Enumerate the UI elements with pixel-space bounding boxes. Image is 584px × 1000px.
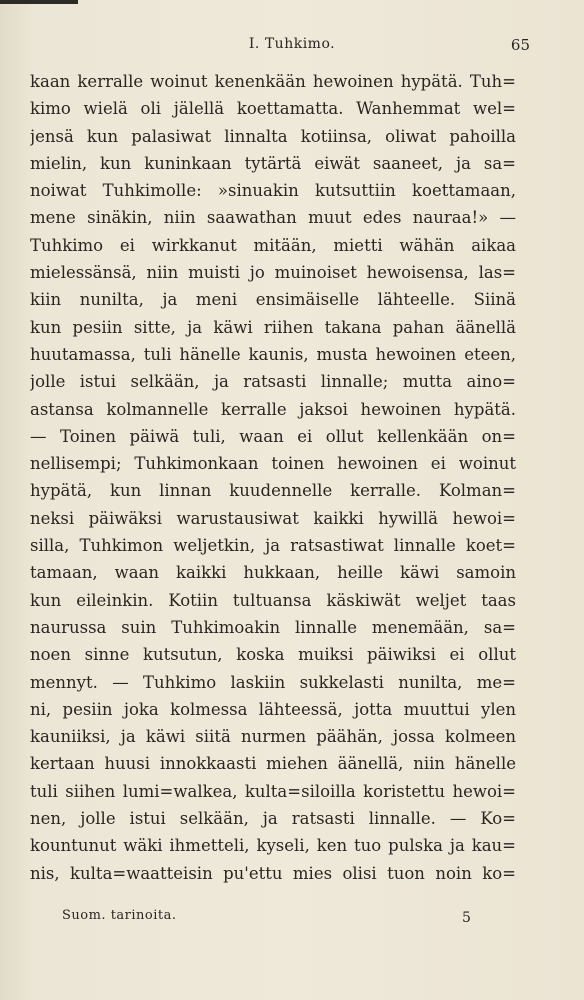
text-line: mene sinäkin, niin saawathan muut edes nauraa!» — (30, 208, 516, 228)
text-line: neksi päiwäksi warustausiwat kaikki hywillä hewoi= (30, 508, 516, 528)
text-line: jensä kun palasiwat linnalta kotiinsa, oliwat pahoilla (30, 126, 516, 146)
text-line: nen, jolle istui selkään, ja ratsasti linnalle. — Ko= (30, 809, 516, 829)
text-line: kaan kerralle woinut kenenkään hewoinen hypätä. Tuh= (30, 72, 516, 91)
running-title: I. Tuhkimo. (248, 36, 336, 52)
text-line: jolle istui selkään, ja ratsasti linnalle; mutta aino= (30, 372, 516, 392)
text-line: mielin, kun kuninkaan tytärtä eiwät saaneet, ja sa= (30, 153, 516, 173)
text-line: hypätä, kun linnan kuudennelle kerralle. Kolman= (30, 481, 516, 501)
text-line: ni, pesiin joka kolmessa lähteessä, jotta muuttui ylen (30, 699, 516, 719)
text-line: Tuhkimo ei wirkkanut mitään, mietti wähän aikaa (30, 235, 516, 255)
text-line: kertaan huusi innokkaasti miehen äänellä, niin hänelle (30, 754, 516, 774)
text-line: mennyt. — Tuhkimo laskiin sukkelasti nunilta, me= (30, 672, 516, 692)
text-line: naurussa suin Tuhkimoakin linnalle menemään, sa= (30, 617, 516, 637)
text-line: kauniiksi, ja käwi siitä nurmen päähän, jossa kolmeen (30, 727, 516, 747)
text-line: noen sinne kutsutun, koska muiksi päiwiksi ei ollut (30, 645, 516, 665)
top-rule (0, 0, 78, 4)
sheet-number: 5 (462, 910, 471, 926)
text-line: kun eileinkin. Kotiin tultuansa käskiwät weljet taas (30, 590, 516, 610)
text-line: kimo wielä oli jälellä koettamatta. Wanhemmat wel= (30, 99, 516, 119)
text-line: noiwat Tuhkimolle: »sinuakin kutsuttiin koettamaan, (30, 181, 516, 201)
page-header (0, 34, 584, 56)
page-number: 65 (510, 36, 530, 54)
text-line: nis, kulta=waatteisin pu'ettu mies olisi tuon noin ko= (30, 863, 516, 883)
text-line: huutamassa, tuli hänelle kaunis, musta hewoinen eteen, (30, 344, 516, 364)
body-text (30, 68, 516, 887)
text-line: kiin nunilta, ja meni ensimäiselle lähteelle. Siinä (30, 290, 516, 310)
text-line: mielessänsä, niin muisti jo muinoiset hewoisensa, las= (30, 263, 516, 283)
text-line: kun pesiin sitte, ja käwi riihen takana pahan äänellä (30, 317, 516, 337)
text-line: — Toinen päiwä tuli, waan ei ollut kellenkään on= (30, 426, 516, 446)
text-line: silla, Tuhkimon weljetkin, ja ratsastiwat linnalle koet= (30, 536, 516, 556)
text-line: tuli siihen lumi=walkea, kulta=siloilla koristettu hewoi= (30, 781, 516, 801)
text-line: kountunut wäki ihmetteli, kyseli, ken tuo pulska ja kau= (30, 836, 516, 856)
signature-mark: Suom. tarinoita. (62, 908, 177, 923)
text-line: nellisempi; Tuhkimonkaan toinen hewoinen ei woinut (30, 454, 516, 474)
page-footer (0, 908, 584, 930)
text-line: tamaan, waan kaikki hukkaan, heille käwi samoin (30, 563, 516, 583)
text-line: astansa kolmannelle kerralle jaksoi hewoinen hypätä. (30, 399, 516, 419)
